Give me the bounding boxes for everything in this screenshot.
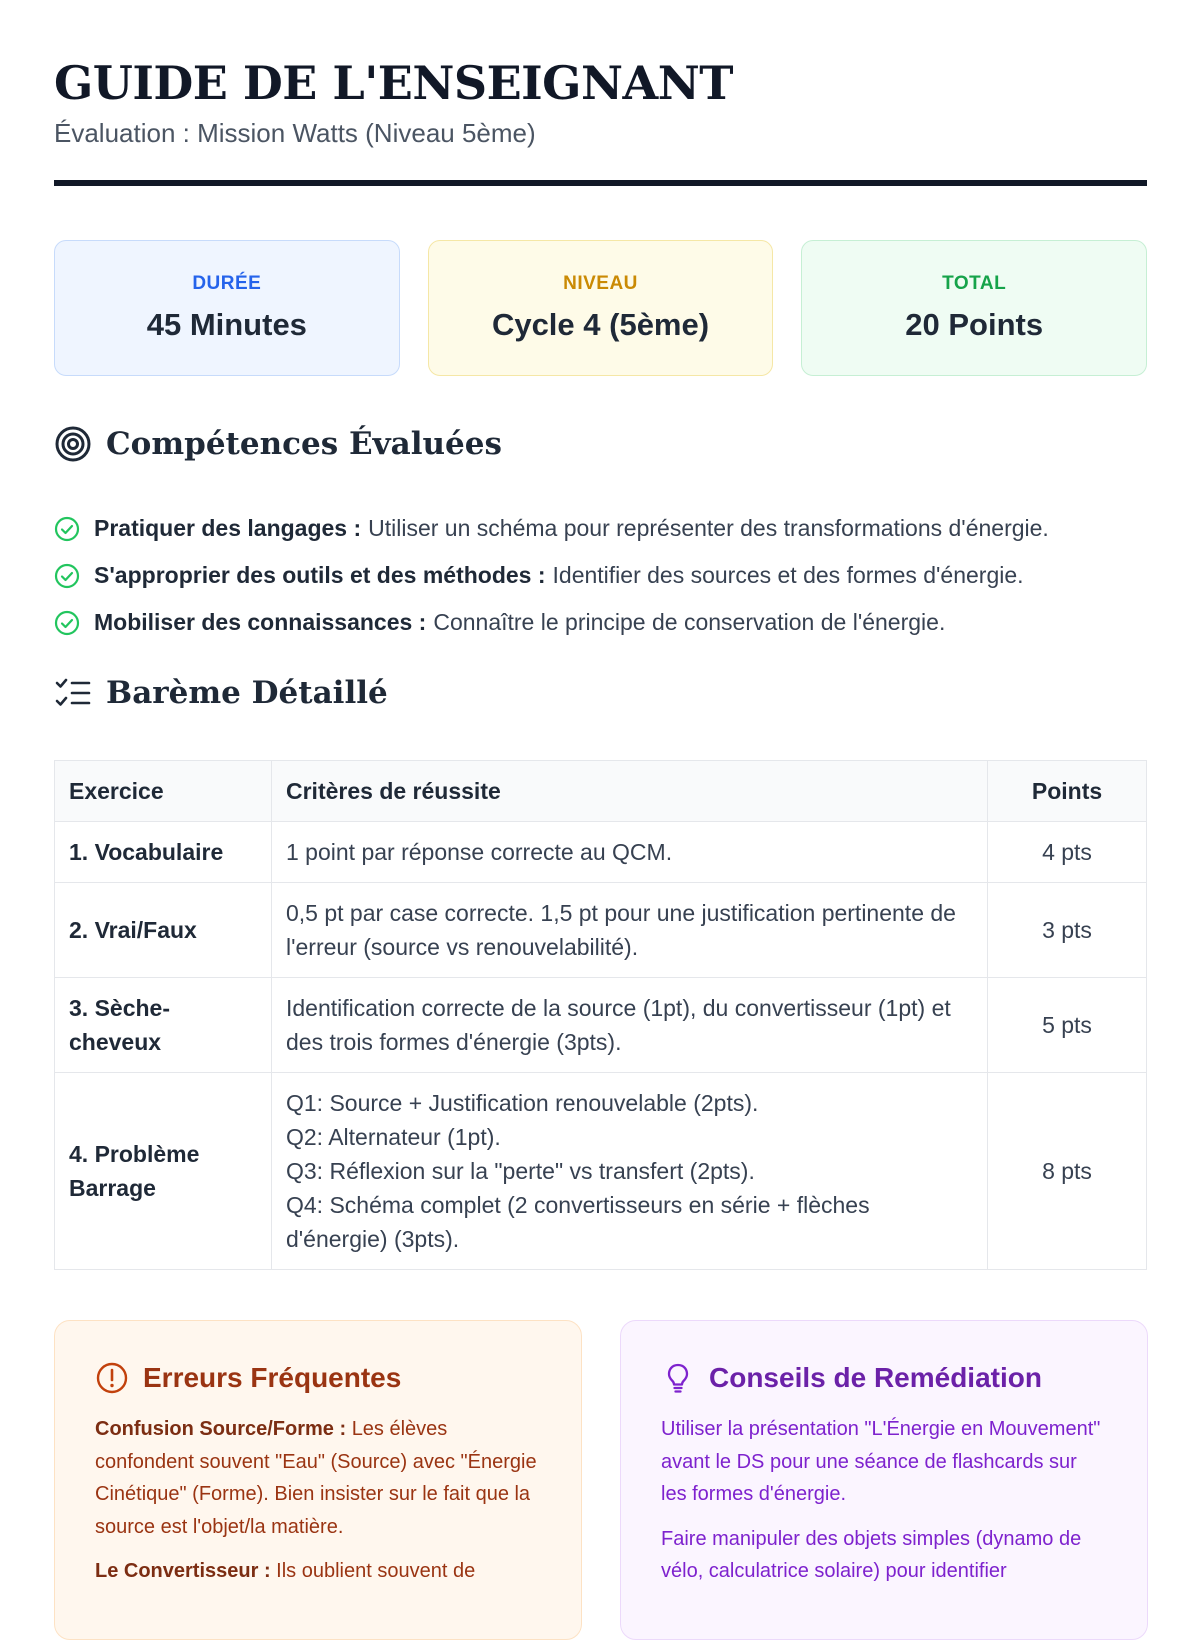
criterion-line: Q4: Schéma complet (2 convertisseurs en série + flèches d'énergie) (3pts). (286, 1192, 870, 1252)
duration-card (54, 240, 400, 376)
table-row (55, 883, 1147, 978)
error-item (95, 1555, 541, 1588)
lightbulb-icon (661, 1361, 695, 1395)
error-item-title: Le Convertisseur : (95, 1560, 271, 1582)
remediation-title: Conseils de Remédiation (709, 1362, 1042, 1393)
duration-value: 45 Minutes (146, 307, 307, 342)
common-errors-heading (95, 1361, 541, 1395)
competences-title: Compétences Évaluées (106, 426, 502, 462)
competence-text: Connaître le principe de conservation de l'énergie. (433, 609, 946, 635)
list-checks-icon (54, 674, 92, 712)
bareme-heading (54, 674, 388, 712)
competence-text: Utiliser un schéma pour représenter des transformations d'énergie. (368, 515, 1049, 541)
table-header-row (55, 761, 1147, 822)
points-cell: 8 pts (988, 1073, 1147, 1270)
check-circle-icon (54, 610, 80, 636)
exercise-cell: 2. Vrai/Faux (55, 883, 272, 978)
competences-heading (54, 425, 502, 463)
table-row (55, 978, 1147, 1073)
error-item (95, 1413, 541, 1543)
competence-title: Mobiliser des connaissances : (94, 609, 427, 635)
criteria-cell (272, 822, 988, 883)
criterion-line: 1 point par réponse correcte au QCM. (286, 839, 673, 865)
remediation-heading (661, 1361, 1107, 1395)
criterion-line: Q1: Source + Justification renouvelable (2pts). (286, 1090, 759, 1116)
error-item-text: Les élèves confondent souvent "Eau" (Source) avec "Énergie Cinétique" (Forme). Bien insister sur le fait que la source est l'objet/la matière. (95, 1418, 537, 1538)
criterion-line: Q3: Réflexion sur la "perte" vs transfert (2pts). (286, 1158, 755, 1184)
check-circle-icon (54, 516, 80, 542)
level-card (428, 240, 774, 376)
header-divider (54, 180, 1147, 186)
list-item (54, 599, 1147, 646)
criterion-line: Identification correcte de la source (1pt), du convertisseur (1pt) et des trois formes d'énergie (3pts). (286, 995, 951, 1055)
remediation-item: Utiliser la présentation "L'Énergie en Mouvement" avant le DS pour une séance de flashcards sur les formes d'énergie. (661, 1418, 1101, 1505)
error-item-title: Confusion Source/Forme : (95, 1418, 347, 1440)
level-value: Cycle 4 (5ème) (491, 307, 710, 342)
points-cell: 5 pts (988, 978, 1147, 1073)
duration-label: DURÉE (192, 273, 262, 294)
column-header-criteres: Critères de réussite (272, 761, 988, 822)
common-errors-title: Erreurs Fréquentes (143, 1362, 402, 1393)
info-cards (54, 240, 1147, 376)
competence-title: Pratiquer des langages : (94, 515, 362, 541)
common-errors-box (54, 1320, 582, 1640)
points-cell: 4 pts (988, 822, 1147, 883)
criteria-cell (272, 978, 988, 1073)
error-item-text: Ils oublient souvent de (276, 1560, 476, 1582)
points-cell: 3 pts (988, 883, 1147, 978)
criteria-cell (272, 1073, 988, 1270)
criteria-cell (272, 883, 988, 978)
column-header-exercice: Exercice (55, 761, 272, 822)
remediation-item: Faire manipuler des objets simples (dynamo de vélo, calculatrice solaire) pour identifier (661, 1527, 1082, 1582)
table-row (55, 822, 1147, 883)
total-label: TOTAL (942, 273, 1007, 294)
level-label: NIVEAU (563, 273, 638, 294)
list-item (54, 552, 1147, 599)
list-item (54, 505, 1147, 552)
page-subtitle: Évaluation : Mission Watts (Niveau 5ème) (54, 118, 536, 148)
competence-text: Identifier des sources et des formes d'énergie. (552, 562, 1024, 588)
exercise-cell: 1. Vocabulaire (55, 822, 272, 883)
target-icon (54, 425, 92, 463)
page-title: GUIDE DE L'ENSEIGNANT (54, 56, 733, 110)
exercise-cell: 4. Problème Barrage (55, 1073, 272, 1270)
criterion-line: 0,5 pt par case correcte. 1,5 pt pour une justification pertinente de l'erreur (source vs renouvelabilité). (286, 900, 956, 960)
remediation-box (620, 1320, 1148, 1640)
table-row (55, 1073, 1147, 1270)
competences-list (54, 505, 1147, 646)
grading-table (54, 760, 1147, 1270)
column-header-points: Points (988, 761, 1147, 822)
exercise-cell: 3. Sèche-cheveux (55, 978, 272, 1073)
alert-circle-icon (95, 1361, 129, 1395)
total-card (801, 240, 1147, 376)
criterion-line: Q2: Alternateur (1pt). (286, 1124, 501, 1150)
total-value: 20 Points (905, 307, 1044, 342)
competence-title: S'approprier des outils et des méthodes : (94, 562, 546, 588)
bareme-title: Barème Détaillé (106, 675, 388, 711)
check-circle-icon (54, 563, 80, 589)
